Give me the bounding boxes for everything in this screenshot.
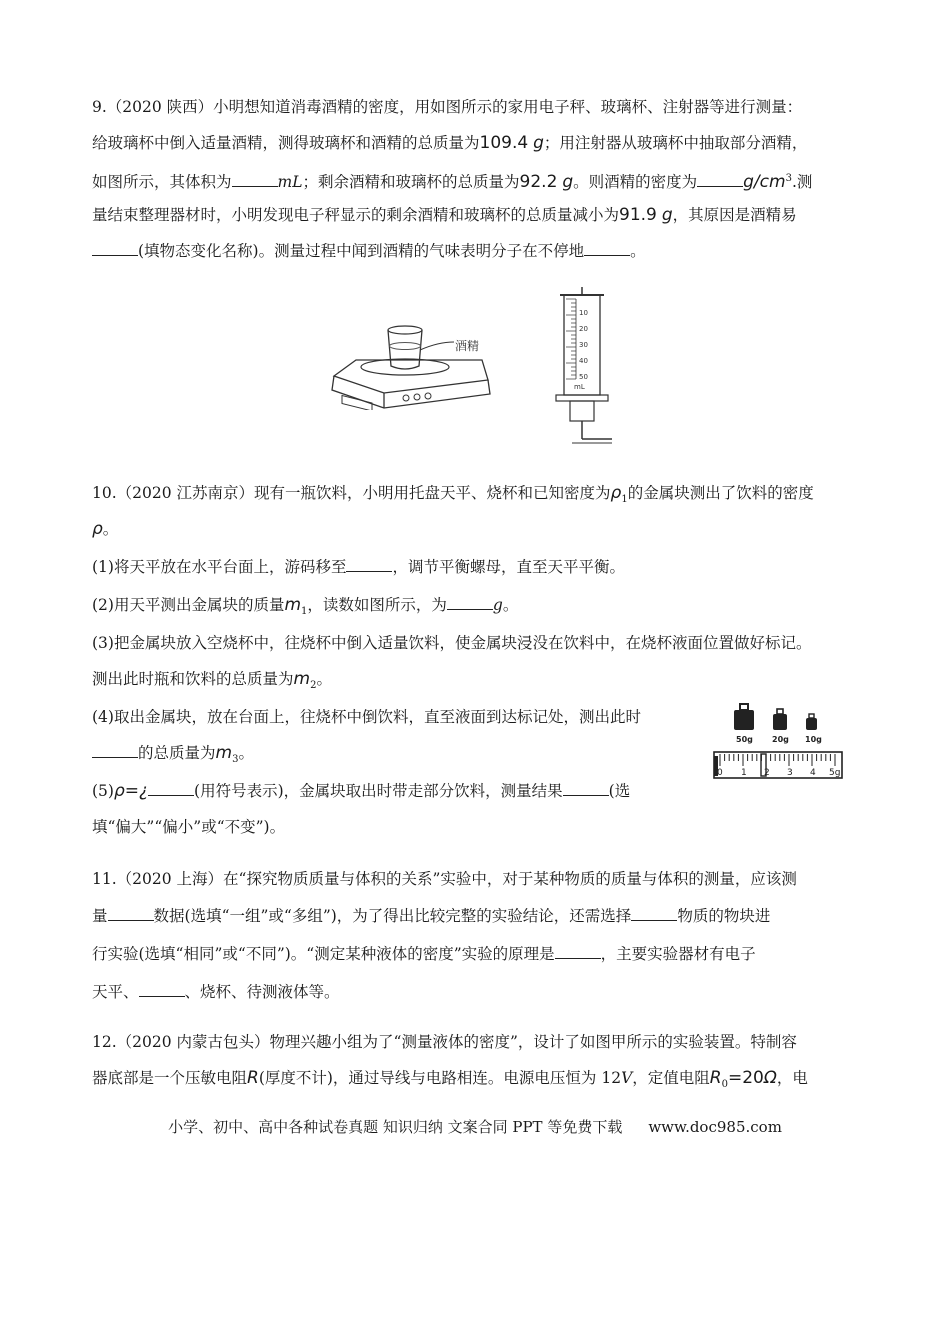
slider-label: 3: [787, 768, 793, 778]
q12-sub: 0: [721, 1079, 728, 1091]
q11-text: 行实验(选填“相同”或“不同”)。“测定某种液体的密度”实验的原理是: [92, 945, 555, 963]
q10-sub: 3: [232, 754, 239, 766]
q9-unit: mL: [277, 173, 303, 192]
q12-line1: 12.（2020 内蒙古包头）物理兴趣小组为了“测量液体的密度”，设计了如图甲所示的实验装置。特制容: [92, 1033, 797, 1051]
q9-text: ，其原因是酒精易: [672, 206, 797, 224]
weight-label-10g: 10g: [805, 735, 822, 744]
q10-unit: g: [492, 596, 503, 614]
q12-text: ，电: [776, 1069, 808, 1087]
q10-line2: [92, 518, 118, 540]
answer-blank[interactable]: [92, 743, 138, 758]
q11-line2: [92, 905, 770, 927]
q10-step4: (4)取出金属块，放在台面上，往烧杯中倒饮料，直至液面到达标记处，测出此时: [92, 708, 641, 726]
q10-text: 。: [316, 670, 332, 688]
q10-text: 的金属块测出了饮料的密度: [627, 484, 814, 502]
q9-line2: [92, 132, 807, 154]
answer-blank[interactable]: [563, 781, 609, 796]
q10-text: ，调节平衡螺母，直至天平平衡。: [392, 558, 625, 576]
q10-text: 。: [238, 744, 254, 762]
q12-volt: V: [621, 1069, 633, 1087]
q12-line2: [92, 1067, 808, 1096]
syringe-tick-label: 10: [579, 309, 588, 317]
q11-text: ，主要实验器材有电子: [600, 945, 756, 963]
q9-unit: g: [661, 205, 673, 225]
q9-unit: g: [562, 172, 574, 193]
q9-text: 量结束整理器材时，小明发现电子秤显示的剩余酒精和玻璃杯的总质量减小为: [92, 206, 620, 224]
q11-text: 物质的物块进: [677, 907, 771, 925]
q9-text: (填物态变化名称)。测量过程中闻到酒精的气味表明分子在不停地: [138, 242, 585, 260]
answer-blank[interactable]: [555, 944, 601, 959]
q11-text: 、烧杯、待测液体等。: [184, 983, 340, 1001]
q9-mass-final: 91.9: [619, 205, 657, 225]
q10-line1: [92, 482, 814, 511]
q9-mass-remain: 92.2: [519, 172, 558, 193]
q12-text: ，定值电阻: [632, 1069, 710, 1087]
footer-text: 小学、初中、高中各种试卷真题 知识归纳 文案合同 PPT 等免费下载: [168, 1118, 623, 1136]
syringe-tick-label: 40: [579, 357, 588, 365]
syringe-scale: [566, 299, 576, 379]
q10-text: (选: [608, 782, 631, 800]
q9-unit: g: [533, 133, 544, 153]
weight-label-50g: 50g: [736, 735, 753, 744]
q12-text: 器底部是一个压敏电阻: [92, 1069, 248, 1087]
q9-text: 给玻璃杯中倒入适量酒精，测得玻璃杯和酒精的总质量为: [92, 134, 480, 152]
slider-scale-ticks: [720, 754, 835, 766]
answer-blank[interactable]: [346, 557, 392, 572]
syringe-tick-label: 30: [579, 341, 588, 349]
q10-sub: 2: [310, 680, 317, 692]
q10-rho: ρ: [92, 519, 103, 539]
answer-blank[interactable]: [108, 906, 154, 921]
syringe-figure: [552, 287, 612, 451]
q9-text: 。则酒精的密度为: [573, 173, 698, 192]
alcohol-label: 酒精: [455, 339, 480, 353]
q11-text: 量: [92, 907, 108, 925]
answer-blank[interactable]: [232, 172, 278, 187]
q10-text: ，读数如图所示，为: [307, 596, 447, 614]
q12-text: (厚度不计)，通过导线与电路相连。电源电压恒为 12: [258, 1069, 622, 1087]
q9-mass-total: 109.4: [479, 133, 529, 153]
q10-m: m: [293, 669, 311, 689]
answer-blank[interactable]: [148, 781, 194, 796]
q10-text: (2)用天平测出金属块的质量: [92, 596, 285, 614]
q10-step2: [92, 594, 518, 623]
slider-label: 5g: [829, 768, 841, 778]
q10-rho: ρ: [610, 483, 622, 503]
q10-text: 。: [502, 596, 519, 614]
q10-sub: 1: [301, 606, 308, 618]
answer-blank[interactable]: [447, 595, 493, 610]
q9-line5: [92, 240, 646, 262]
q9-line1: 9.（2020 陕西）小明想知道消毒酒精的密度，用如图所示的家用电子秤、玻璃杯、注射器等进行测量：: [92, 98, 803, 116]
slider-label: 1: [741, 768, 747, 778]
q12-r: R: [247, 1068, 259, 1088]
q9-text: 如图所示，其体积为: [92, 173, 232, 192]
answer-blank[interactable]: [584, 241, 630, 256]
q10-text: (5): [92, 782, 114, 800]
answer-blank[interactable]: [139, 982, 185, 997]
q10-step1: [92, 556, 625, 578]
q11-line4: [92, 981, 340, 1003]
q11-text: 数据(选填“一组”或“多组”)，为了得出比较完整的实验结论，还需选择: [153, 907, 632, 925]
q9-text: .测: [791, 173, 813, 192]
q9-text: ；用注射器从玻璃杯中抽取部分酒精，: [543, 134, 808, 152]
electronic-scale-figure: [312, 318, 498, 410]
q12-eq: =20: [727, 1068, 764, 1088]
q10-step3: (3)把金属块放入空烧杯中，往烧杯中倒入适量饮料，使金属块浸没在饮料中，在烧杯液面位置做好标记。: [92, 634, 812, 652]
q10-m: m: [215, 743, 233, 763]
q10-text: 。: [102, 520, 119, 538]
q10-step5b: 填“偏大”“偏小”或“不变”)。: [92, 818, 286, 836]
q9-text: ；剩余酒精和玻璃杯的总质量为: [302, 173, 520, 192]
q9-density-unit: g/cm: [743, 172, 786, 193]
answer-blank[interactable]: [631, 906, 677, 921]
q10-text: 的总质量为: [138, 744, 216, 762]
q10-text: 测出此时瓶和饮料的总质量为: [92, 670, 294, 688]
slider-label: 4: [810, 768, 816, 778]
q10-text: (1)将天平放在水平台面上，游码移至: [92, 558, 347, 576]
q10-step3b: [92, 668, 332, 697]
weight-label-20g: 20g: [772, 735, 789, 744]
q9-line4: [92, 204, 797, 226]
syringe-tick-label: 50: [579, 373, 588, 381]
q10-text: (用符号表示)，金属块取出时带走部分饮料，测量结果: [194, 782, 563, 800]
slider-label: 0: [717, 768, 723, 778]
answer-blank[interactable]: [697, 172, 743, 187]
q9-sup: 3: [785, 173, 792, 184]
q10-text: 10.（2020 江苏南京）现有一瓶饮料，小明用托盘天平、烧杯和已知密度为: [92, 484, 611, 502]
q11-text: 天平、: [92, 983, 139, 1001]
q10-rho-expr: ρ=¿: [113, 781, 149, 801]
q9-text: 。: [630, 242, 646, 260]
q10-step4b: [92, 742, 254, 771]
syringe-tick-label: mL: [574, 383, 585, 391]
q11-line3: [92, 943, 756, 965]
q10-step5: [92, 780, 630, 802]
q12-ohm: Ω: [763, 1068, 777, 1088]
page-footer: [0, 1116, 950, 1137]
footer-link[interactable]: www.doc985.com: [648, 1118, 782, 1136]
slider-label: 2: [764, 768, 770, 778]
q10-sub: 1: [621, 494, 628, 506]
q11-line1: 11.（2020 上海）在“探究物质质量与体积的关系”实验中，对于某种物质的质量与体积的测量，应该测: [92, 870, 797, 888]
answer-blank[interactable]: [92, 241, 138, 256]
q9-line3: [92, 168, 812, 193]
syringe-tick-label: 20: [579, 325, 588, 333]
balance-weights-figure: [712, 700, 846, 784]
q12-r0: R: [709, 1068, 722, 1088]
q10-m: m: [284, 595, 302, 615]
